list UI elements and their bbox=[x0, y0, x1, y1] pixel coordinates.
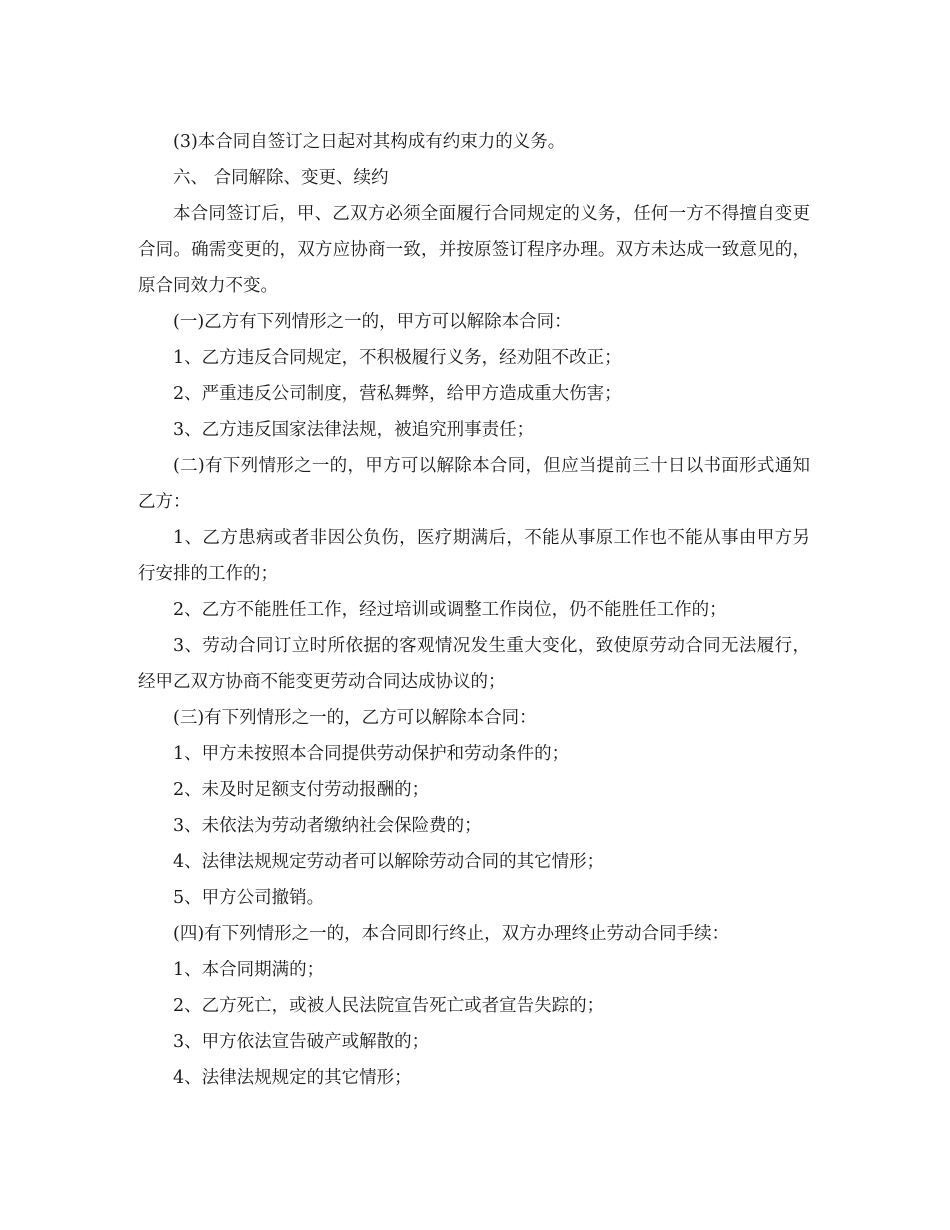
subsection-2-heading: (二)有下列情形之一的，甲方可以解除本合同，但应当提前三十日以书面形式通知乙方： bbox=[138, 456, 810, 512]
subsection-1-heading: (一)乙方有下列情形之一的，甲方可以解除本合同： bbox=[173, 312, 572, 332]
list-item: 2、严重违反公司制度，营私舞弊，给甲方造成重大伤害； bbox=[173, 384, 622, 404]
list-item: 3、甲方依法宣告破产或解散的； bbox=[173, 1032, 430, 1052]
paragraph-contract-change: 本合同签订后，甲、乙双方必须全面履行合同规定的义务，任何一方不得擅自变更合同。确需变更的，双方应协商一致，并按原签订程序办理。双方未达成一致意见的，原合同效力不变。 bbox=[138, 204, 810, 296]
section-heading-termination: 六、 合同解除、变更、续约 bbox=[173, 168, 389, 188]
list-item: 2、乙方死亡，或被人民法院宣告死亡或者宣告失踪的； bbox=[173, 996, 605, 1016]
list-item: 2、未及时足额支付劳动报酬的； bbox=[173, 780, 430, 800]
list-item: 3、未依法为劳动者缴纳社会保险费的； bbox=[173, 816, 482, 836]
document-page bbox=[138, 124, 810, 1096]
list-item: 1、甲方未按照本合同提供劳动保护和劳动条件的； bbox=[173, 744, 570, 764]
list-item: 3、乙方违反国家法律法规，被追究刑事责任； bbox=[173, 420, 535, 440]
list-item: 5、甲方公司撤销。 bbox=[173, 888, 325, 908]
list-item: 4、法律法规规定劳动者可以解除劳动合同的其它情形； bbox=[173, 852, 605, 872]
list-item: 1、乙方违反合同规定，不积极履行义务，经劝阻不改正； bbox=[173, 348, 622, 368]
subsection-4-heading: (四)有下列情形之一的，本合同即行终止，双方办理终止劳动合同手续： bbox=[173, 924, 730, 944]
list-item: 2、乙方不能胜任工作，经过培训或调整工作岗位，仍不能胜任工作的； bbox=[173, 600, 727, 620]
subsection-3-heading: (三)有下列情形之一的，乙方可以解除本合同： bbox=[173, 708, 537, 728]
list-item: 4、法律法规规定的其它情形； bbox=[173, 1068, 412, 1088]
list-item: 1、乙方患病或者非因公负伤，医疗期满后，不能从事原工作也不能从事由甲方另行安排的工作的； bbox=[138, 528, 810, 584]
list-item: 3、劳动合同订立时所依据的客观情况发生重大变化，致使原劳动合同无法履行，经甲乙双方协商不能变更劳动合同达成协议的； bbox=[138, 636, 810, 692]
clause-3-binding: (3)本合同自签订之日起对其构成有约束力的义务。 bbox=[173, 132, 566, 152]
list-item: 1、本合同期满的； bbox=[173, 960, 325, 980]
